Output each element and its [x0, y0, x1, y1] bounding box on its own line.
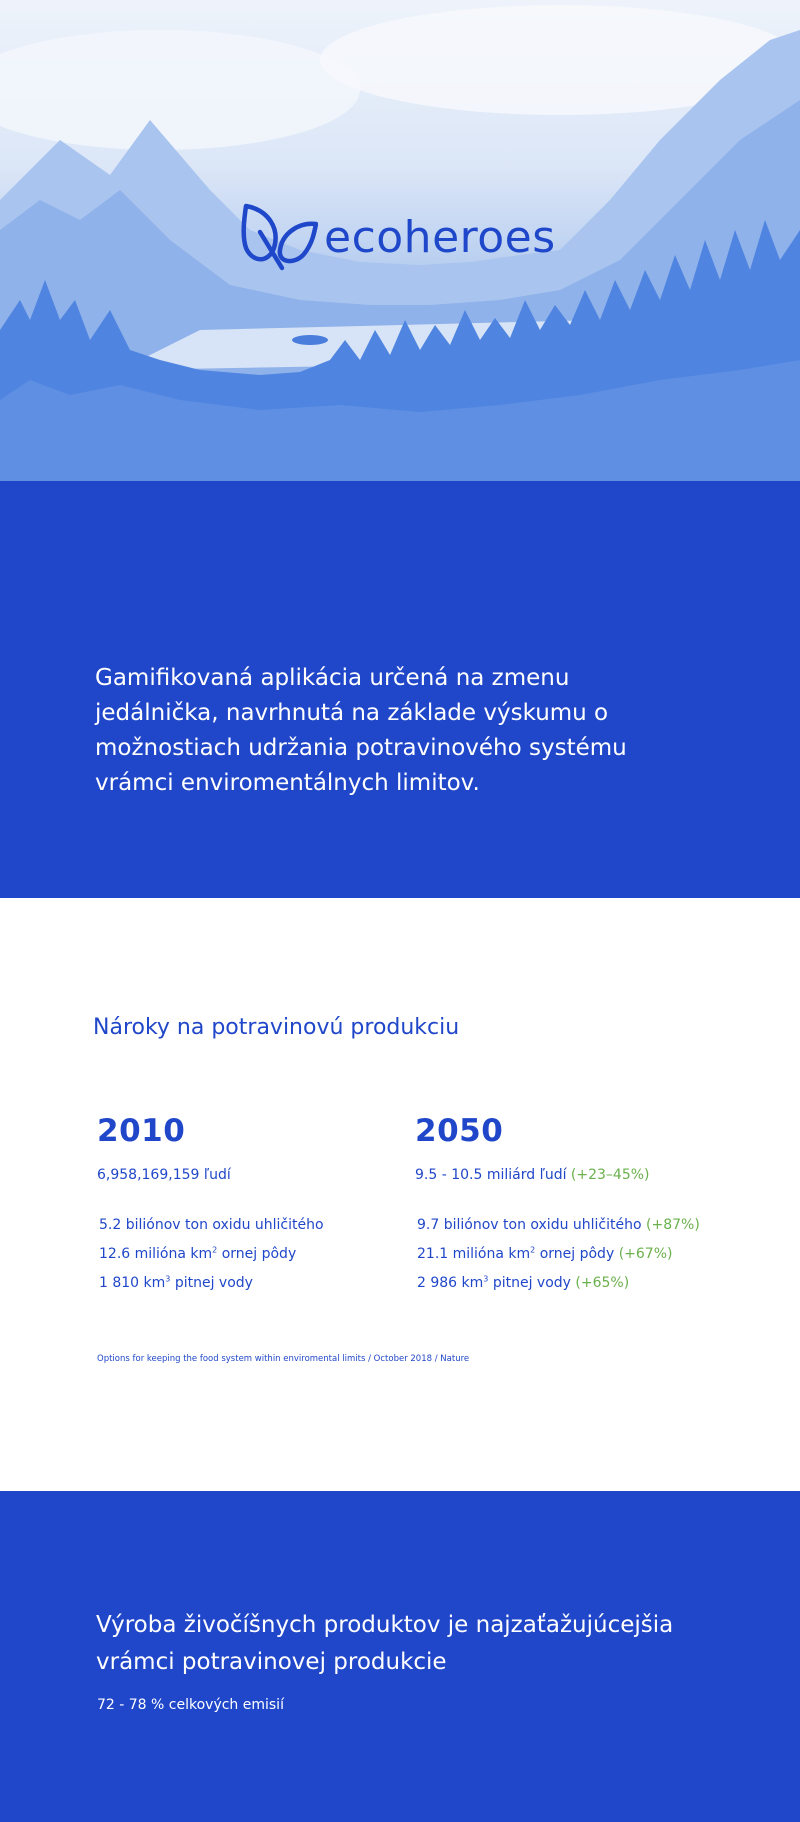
stats-column-2010	[97, 1113, 397, 1298]
water-change: (+65%)	[575, 1275, 630, 1291]
water-2050: 2 986 $km^3$ pitnej vody (+65%)	[417, 1274, 630, 1291]
source-citation: Options for keeping the food system within enviromental limits / October 2018 / Nature	[97, 1354, 470, 1364]
land-change: (+67%)	[618, 1246, 673, 1262]
co2-2010: 5.2 biliónov ton oxidu uhličitého	[99, 1217, 324, 1233]
logo	[238, 202, 568, 272]
co2-2050: 9.7 biliónov ton oxidu uhličitého (+87%)	[417, 1217, 700, 1233]
logo-wordmark: ecoheroes	[324, 211, 556, 263]
emissions-text: 72 - 78 % celkových emisií	[97, 1697, 284, 1713]
intro-text: Gamifikovaná aplikácia určená na zmenu jedálnička, navrhnutá na základe výskumu o možnostiach udržania potravinového systému vrámci enviromentálnych limitov.	[95, 665, 627, 796]
year-2010: 2010	[97, 1113, 186, 1149]
hero-section	[0, 0, 800, 481]
metrics-2050	[415, 1211, 715, 1298]
population-2010: 6,958,169,159 ľudí	[97, 1167, 231, 1183]
stats-column-2050	[415, 1113, 715, 1298]
stats-section	[0, 898, 800, 1491]
intro-section	[0, 481, 800, 898]
animal-production-section	[0, 1491, 800, 1822]
population-2050: 9.5 - 10.5 miliárd ľudí (+23–45%)	[415, 1167, 650, 1183]
water-2010: 1 810 $km^3$ pitnej vody	[99, 1274, 253, 1291]
co2-change: (+87%)	[646, 1217, 700, 1233]
animal-heading: Výroba živočíšnych produktov je najzaťažujúcejšia vrámci potravinovej produkcie	[96, 1612, 674, 1675]
leaves-icon	[238, 202, 318, 272]
stats-title: Nároky na potravinovú produkciu	[93, 1015, 460, 1040]
population-change: (+23–45%)	[570, 1167, 650, 1183]
year-2050: 2050	[415, 1113, 504, 1149]
land-2010: 12.6 milióna $km^2$ ornej pôdy	[99, 1245, 297, 1262]
land-2050: 21.1 milióna $km^2$ ornej pôdy (+67%)	[417, 1245, 673, 1262]
metrics-2010	[97, 1211, 397, 1298]
